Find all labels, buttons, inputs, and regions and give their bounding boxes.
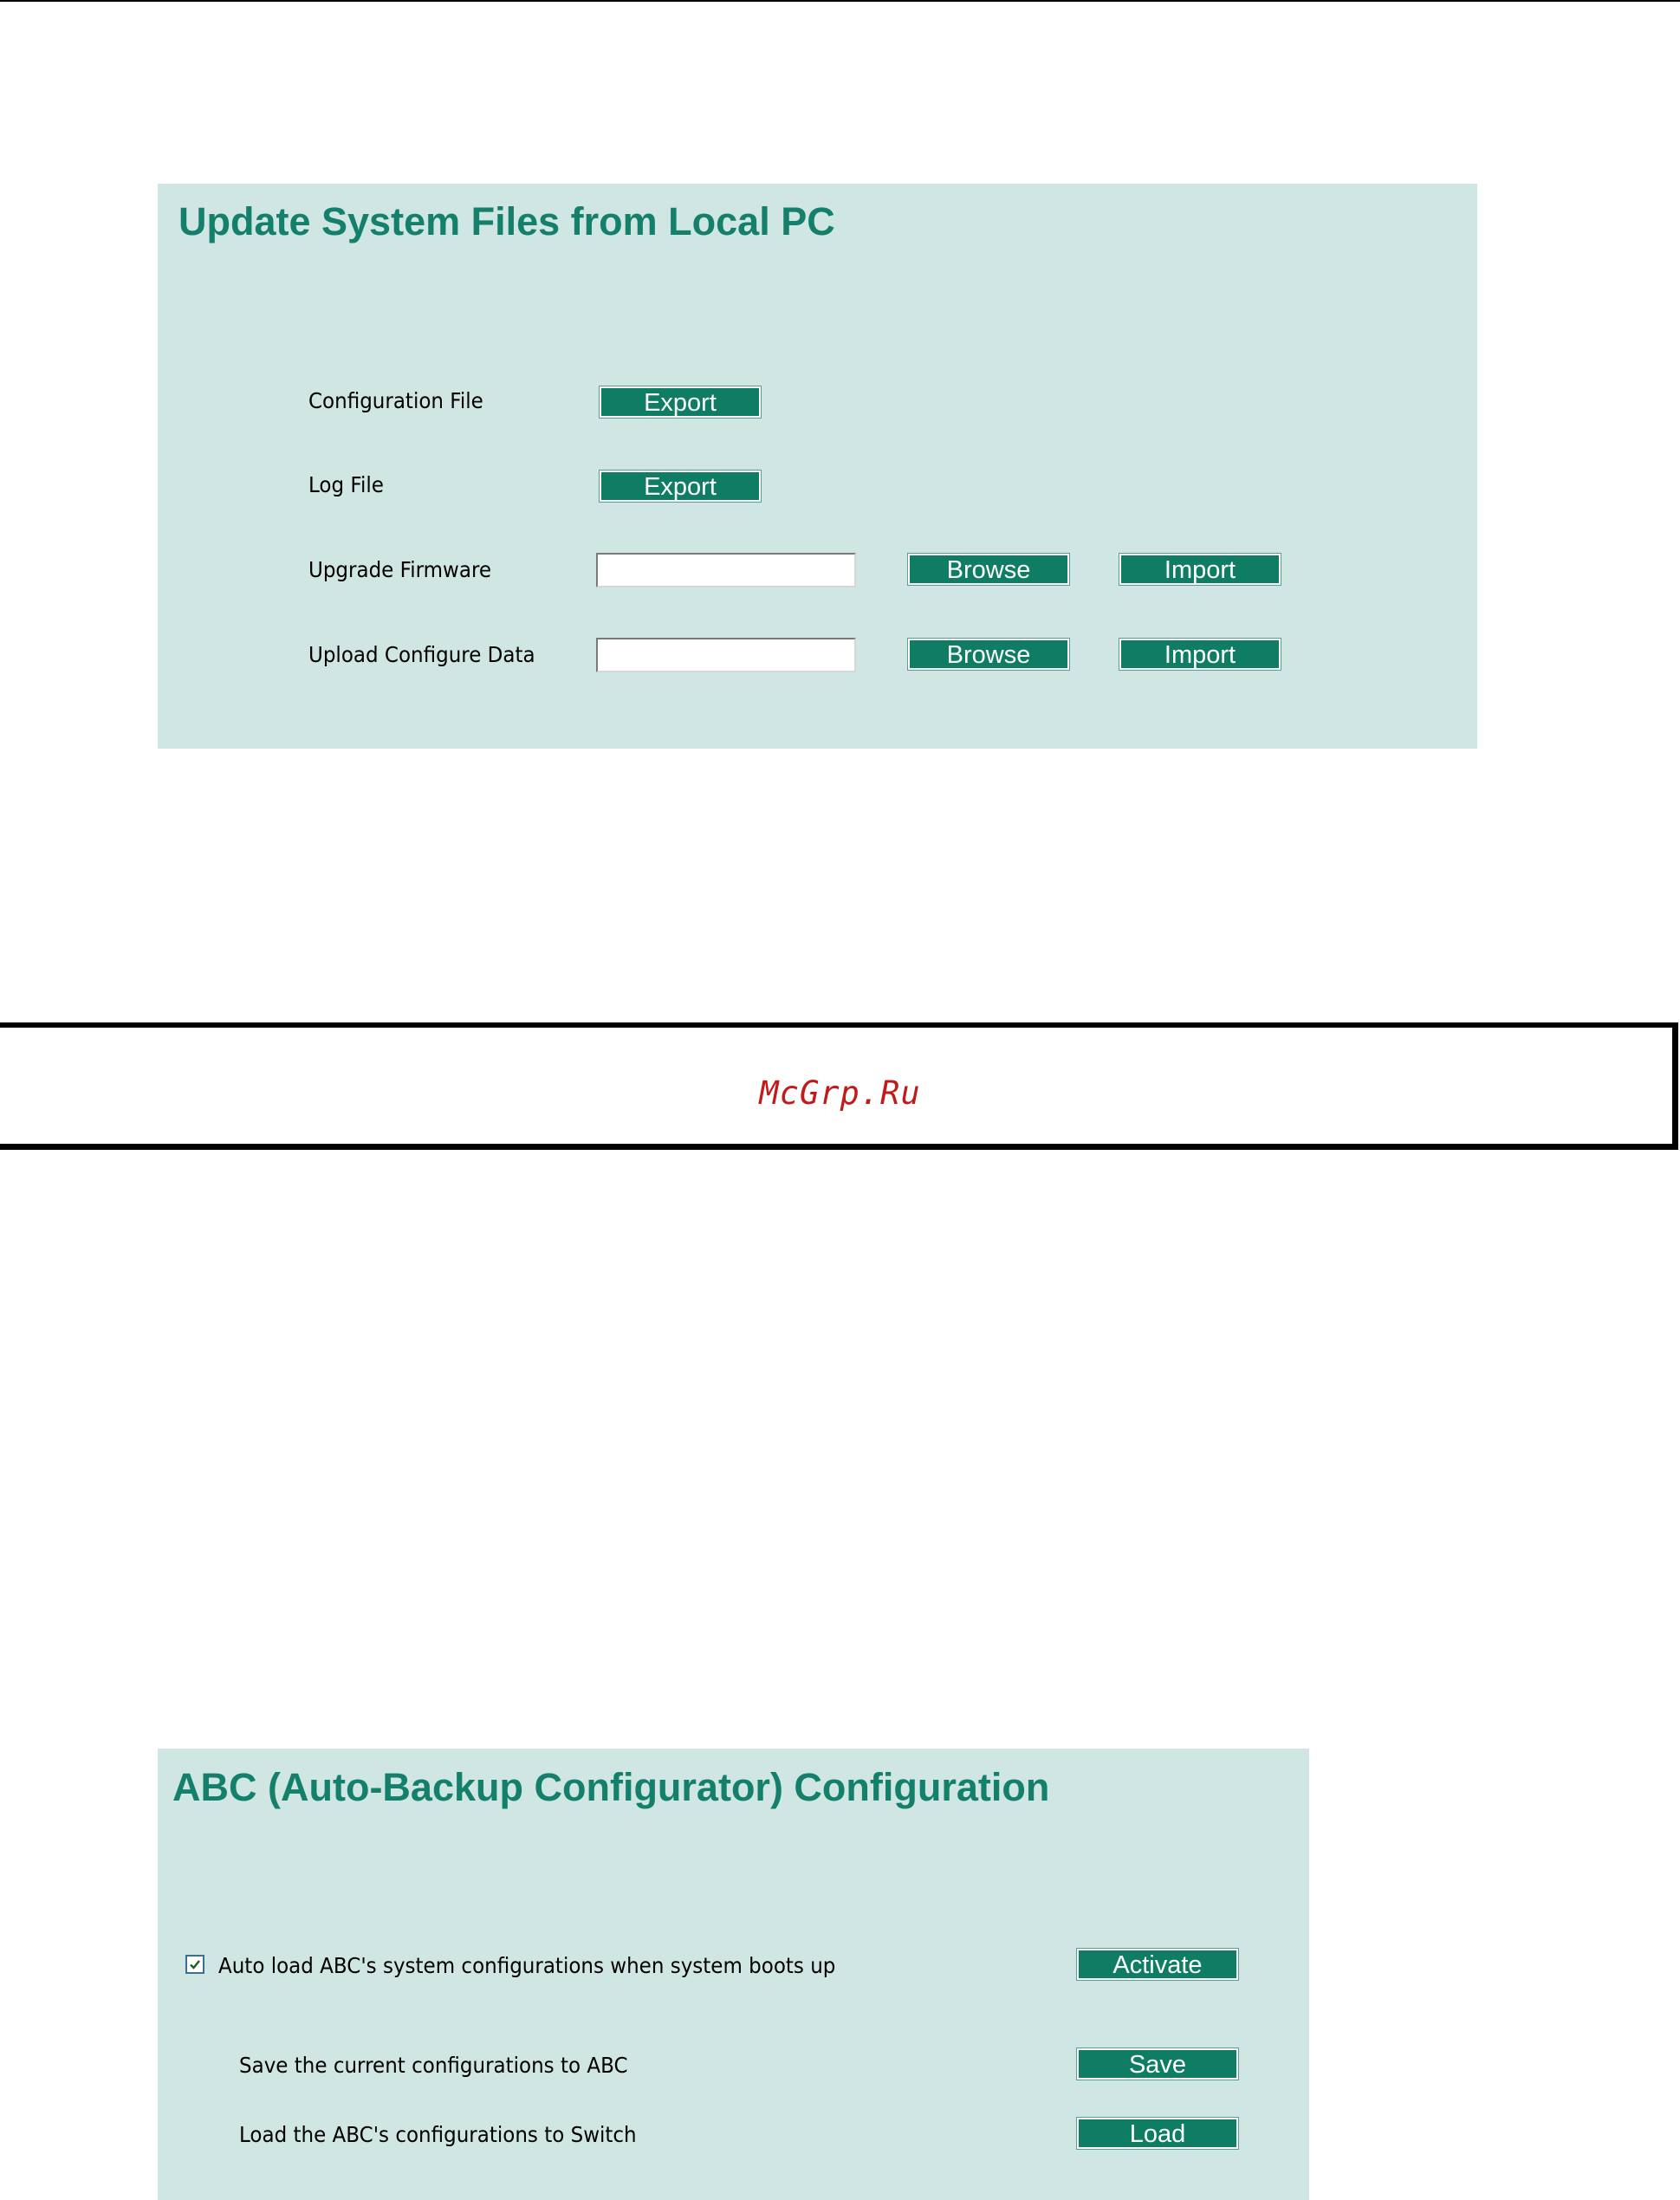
auto-load-checkbox[interactable] <box>185 1955 204 1974</box>
configuration-file-label: Configuration File <box>308 388 483 413</box>
browse-firmware-button[interactable]: Browse <box>908 554 1069 585</box>
upgrade-firmware-label: Upgrade Firmware <box>308 557 492 582</box>
checkmark-icon <box>188 1957 202 1971</box>
load-button[interactable]: Load <box>1077 2118 1238 2149</box>
update-system-files-panel <box>158 184 1477 749</box>
upload-configure-data-label: Upload Configure Data <box>308 642 535 667</box>
export-configuration-button[interactable]: Export <box>600 386 761 418</box>
firmware-file-input[interactable] <box>596 553 856 587</box>
top-rule <box>0 0 1680 2</box>
auto-load-label: Auto load ABC's system configurations when system boots up <box>218 1953 836 1978</box>
import-configure-data-button[interactable]: Import <box>1119 639 1281 670</box>
save-configurations-label: Save the current configurations to ABC <box>239 2053 628 2078</box>
browse-configure-data-button[interactable]: Browse <box>908 639 1069 670</box>
activate-button[interactable]: Activate <box>1077 1949 1238 1980</box>
import-firmware-button[interactable]: Import <box>1119 554 1281 585</box>
configure-data-file-input[interactable] <box>596 638 856 672</box>
watermark-text: McGrp.Ru <box>759 1074 921 1112</box>
panel-title: Update System Files from Local PC <box>178 199 835 243</box>
panel-title: ABC (Auto-Backup Configurator) Configuration <box>172 1765 1050 1809</box>
export-log-button[interactable]: Export <box>600 471 761 502</box>
save-button[interactable]: Save <box>1077 2048 1238 2080</box>
log-file-label: Log File <box>308 472 384 497</box>
abc-configuration-panel <box>158 1749 1309 2200</box>
load-configurations-label: Load the ABC's configurations to Switch <box>239 2122 637 2147</box>
